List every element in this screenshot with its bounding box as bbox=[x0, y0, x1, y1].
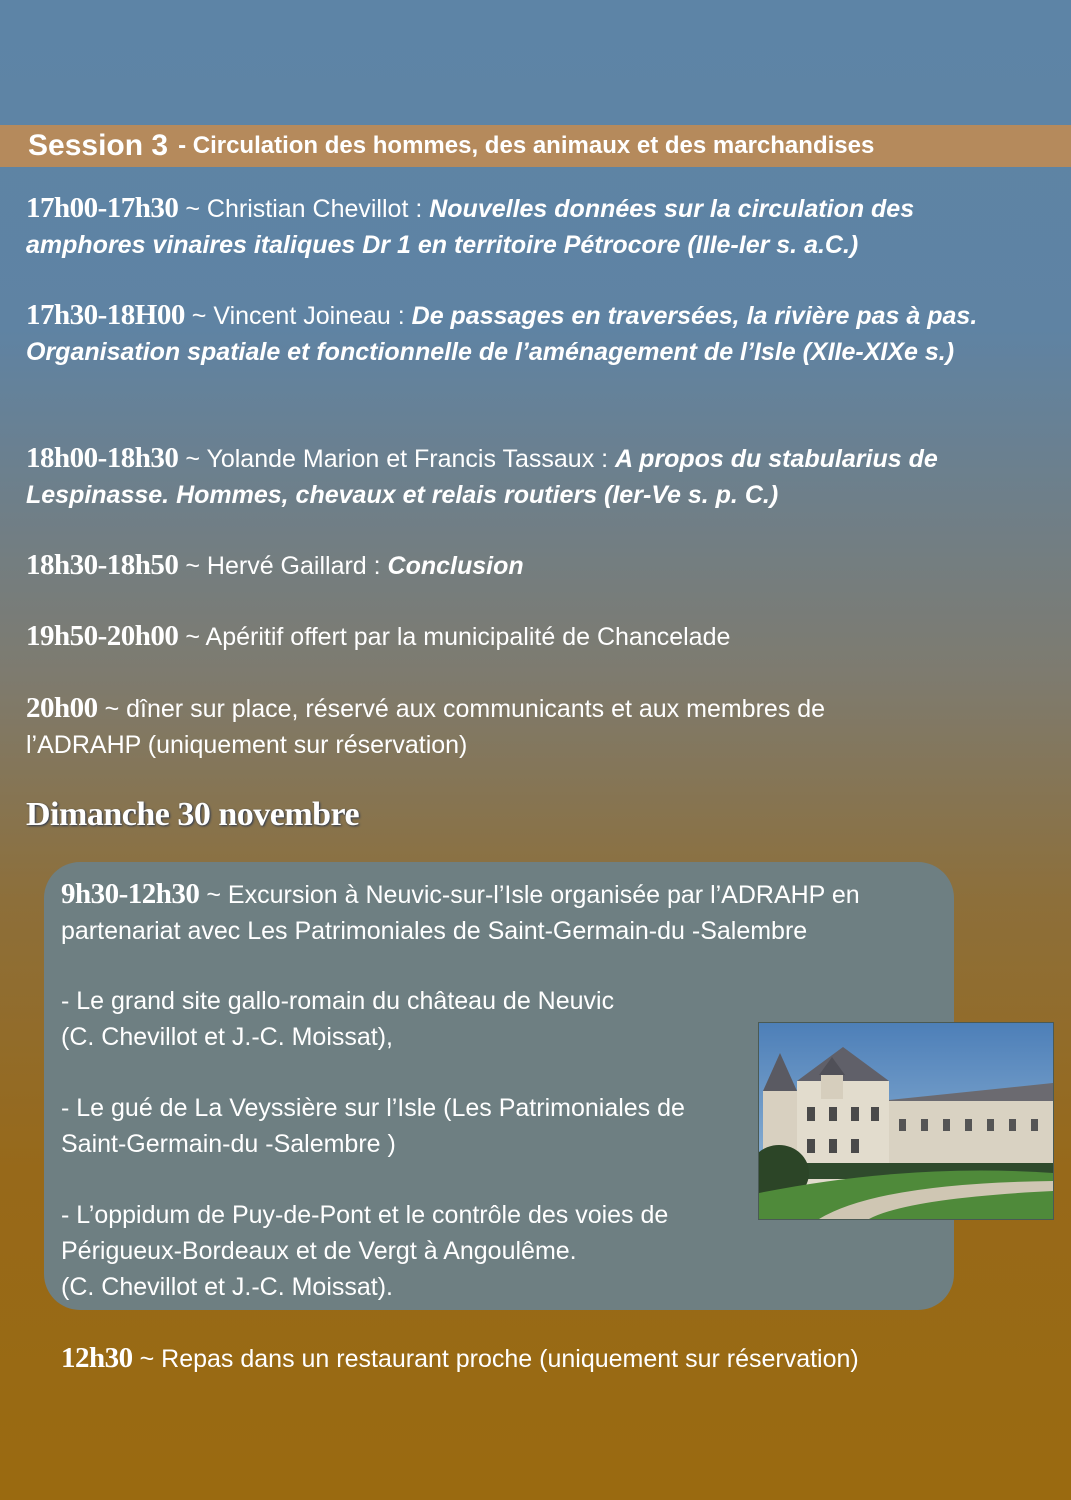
excursion-time: 9h30-12h30 bbox=[61, 878, 200, 910]
talk-4: 18h30-18h50 ~ Hervé Gaillard : Conclusion bbox=[26, 549, 524, 581]
session-banner bbox=[0, 125, 1071, 167]
talk-speaker: Apéritif offert par la municipalité de Chancelade bbox=[205, 623, 731, 651]
talk-speaker: Hervé Gaillard : bbox=[206, 552, 388, 580]
lunch-time: 12h30 bbox=[61, 1342, 133, 1374]
dinner: 20h00 ~ dîner sur place, réservé aux communicants et aux membres de l’ADRAHP (uniquement sur réservation) bbox=[26, 692, 826, 759]
excursion-entry: 9h30-12h30 ~ Excursion à Neuvic-sur-l’Isle organisée par l’ADRAHP en partenariat avec Les Patrimoniales de Saint-Germain-du -Salembre bbox=[61, 878, 860, 945]
talk-speaker: dîner sur place, réservé aux communicants et aux membres de l’ADRAHP (uniquement sur réservation) bbox=[26, 695, 826, 759]
talk-time: 20h00 bbox=[26, 692, 98, 724]
talk-speaker: Yolande Marion et Francis Tassaux : bbox=[206, 445, 616, 473]
day-heading: Dimanche 30 novembre bbox=[26, 796, 360, 833]
lunch-text: Repas dans un restaurant proche (uniquement sur réservation) bbox=[161, 1345, 859, 1373]
chateau-photo bbox=[758, 1022, 1054, 1220]
lunch-entry: 12h30 ~ Repas dans un restaurant proche (uniquement sur réservation) bbox=[61, 1342, 859, 1374]
talk-time: 17h00-17h30 bbox=[26, 192, 179, 224]
talk-2: 17h30-18H00 ~ Vincent Joineau : De passages en traversées, la rivière pas à pas. Organisation spatiale et fonctionnelle de l’aménagement de l’Isle (XIIe-XIXe s.) bbox=[26, 299, 978, 366]
talk-title: Nouvelles données sur la circulation des amphores vinaires italiques Dr 1 en territoire Pétrocore (IIIe-Ier s. a.C.) bbox=[26, 195, 915, 259]
talk-time: 18h00-18h30 bbox=[26, 442, 179, 474]
talk-1: 17h00-17h30 ~ Christian Chevillot : Nouvelles données sur la circulation des amphores vinaires italiques Dr 1 en territoire Pétrocore (IIIe-Ier s. a.C.) bbox=[26, 192, 915, 259]
excursion-text: Excursion à Neuvic-sur-l’Isle organisée par l’ADRAHP en partenariat avec Les Patrimoniales de Saint-Germain-du -Salembre bbox=[61, 881, 860, 945]
talk-3: 18h00-18h30 ~ Yolande Marion et Francis Tassaux : A propos du stabularius de Lespinasse. Hommes, chevaux et relais routiers (Ier-Ve s. p. C.) bbox=[26, 442, 938, 509]
talk-title: Conclusion bbox=[387, 552, 524, 580]
talk-speaker: Vincent Joineau : bbox=[213, 302, 412, 330]
talk-speaker: Christian Chevillot : bbox=[206, 195, 430, 223]
talk-title: De passages en traversées, la rivière pas à pas. Organisation spatiale et fonctionnelle de l’aménagement de l’Isle (XIIe-XIXe s.) bbox=[26, 302, 978, 366]
talk-title: A propos du stabularius de Lespinasse. Hommes, chevaux et relais routiers (Ier-Ve s. p. C.) bbox=[26, 445, 938, 509]
talk-time: 19h50-20h00 bbox=[26, 620, 179, 652]
session-label: Session 3 bbox=[28, 129, 169, 162]
session-subtitle: - Circulation des hommes, des animaux et des marchandises bbox=[178, 132, 875, 159]
excursion-stop: - Le grand site gallo-romain du château de Neuvic (C. Chevillot et J.-C. Moissat), bbox=[61, 987, 615, 1051]
talk-time: 17h30-18H00 bbox=[26, 299, 185, 331]
excursion-stop: - Le gué de La Veyssière sur l’Isle (Les Patrimoniales de Saint-Germain-du -Salembre ) bbox=[61, 1094, 685, 1158]
excursion-stop: - L’oppidum de Puy-de-Pont et le contrôle des voies de Périgueux-Bordeaux et de Vergt à Angoulême. (C. Chevillot et J.-C. Moissat). bbox=[61, 1201, 669, 1301]
aperitif: 19h50-20h00 ~ Apéritif offert par la municipalité de Chancelade bbox=[26, 620, 731, 652]
talk-time: 18h30-18h50 bbox=[26, 549, 179, 581]
